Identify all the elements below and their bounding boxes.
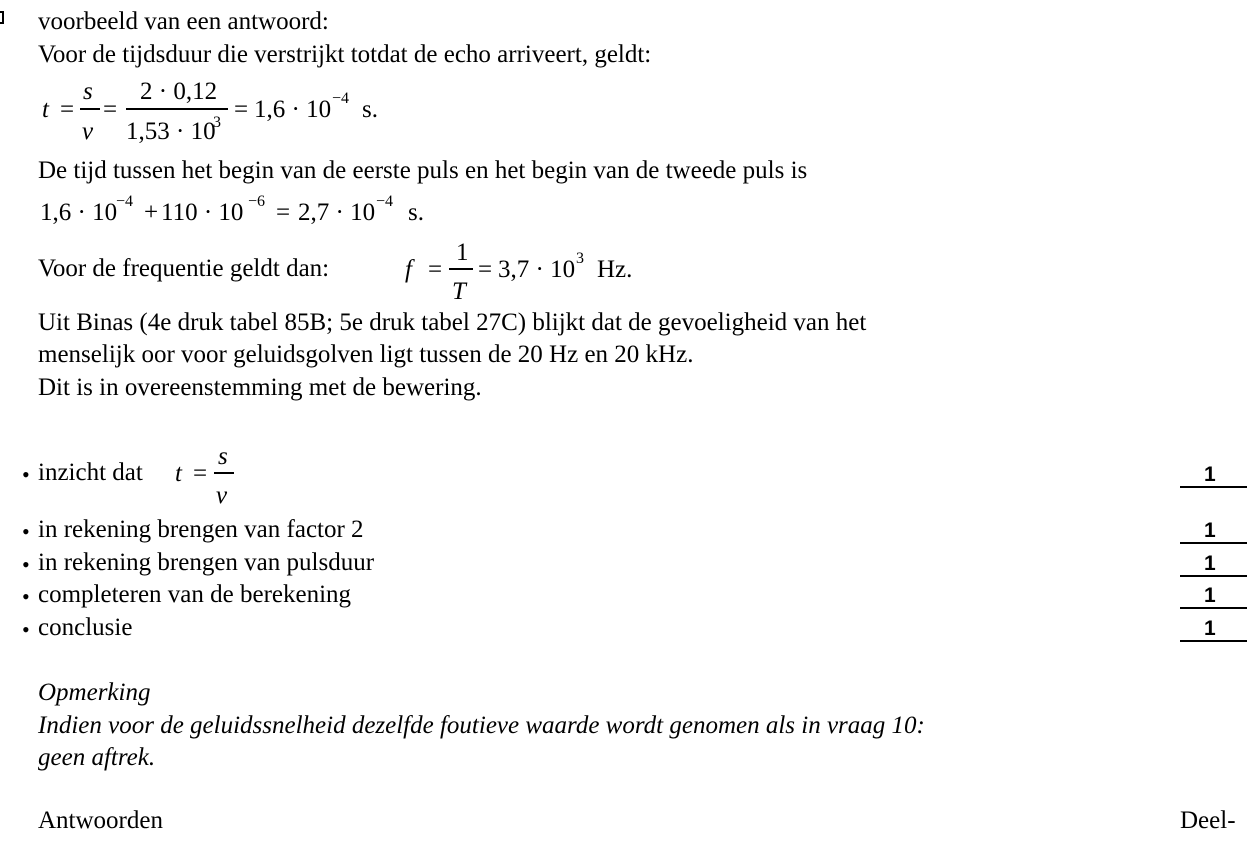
score-underline: [1180, 575, 1247, 577]
score-underline: [1180, 486, 1247, 488]
remark-title: Opmerking: [38, 679, 151, 706]
bullet-icon: •: [22, 462, 30, 487]
score-value: 1: [1204, 463, 1216, 486]
bullet-icon: •: [22, 617, 30, 642]
remark-line-2: geen aftrek.: [38, 744, 156, 771]
footer-right-label: Deel-: [1180, 807, 1236, 834]
remark-line-1: Indien voor de geluidssnelheid dezelfde foutieve waarde wordt genomen als in vraag 10:: [38, 712, 925, 739]
bullet-icon: •: [22, 552, 30, 577]
score-underline: [1180, 640, 1247, 642]
score-value: 1: [1204, 552, 1216, 575]
score-value: 1: [1204, 584, 1216, 607]
fraction-bar: [214, 472, 234, 474]
text-line-3: Voor de frequentie geldt dan:: [38, 255, 330, 282]
text-line-6: Dit is in overeenstemming met de bewering.: [38, 374, 482, 401]
answer-example-heading: voorbeeld van een antwoord:: [38, 8, 329, 35]
score-value: 1: [1204, 617, 1216, 640]
text-line-1: Voor de tijdsduur die verstrijkt totdat de echo arriveert, geldt:: [38, 41, 652, 68]
fraction-bar: [126, 108, 228, 110]
text-line-5: menselijk oor voor geluidsgolven ligt tussen de 20 Hz en 20 kHz.: [38, 341, 694, 368]
score-underline: [1180, 607, 1247, 609]
score-underline: [1180, 542, 1247, 544]
fraction-bar: [449, 268, 473, 270]
checkbox-icon: [0, 11, 4, 24]
footer-left-label: Antwoorden: [38, 807, 163, 834]
text-line-2: De tijd tussen het begin van de eerste puls en het begin van de tweede puls is: [38, 157, 808, 184]
fraction-bar: [80, 108, 100, 110]
bullet-icon: •: [22, 519, 30, 544]
score-value: 1: [1204, 519, 1216, 542]
text-line-4: Uit Binas (4e druk tabel 85B; 5e druk tabel 27C) blijkt dat de gevoeligheid van het: [38, 309, 867, 336]
bullet-icon: •: [22, 584, 30, 609]
